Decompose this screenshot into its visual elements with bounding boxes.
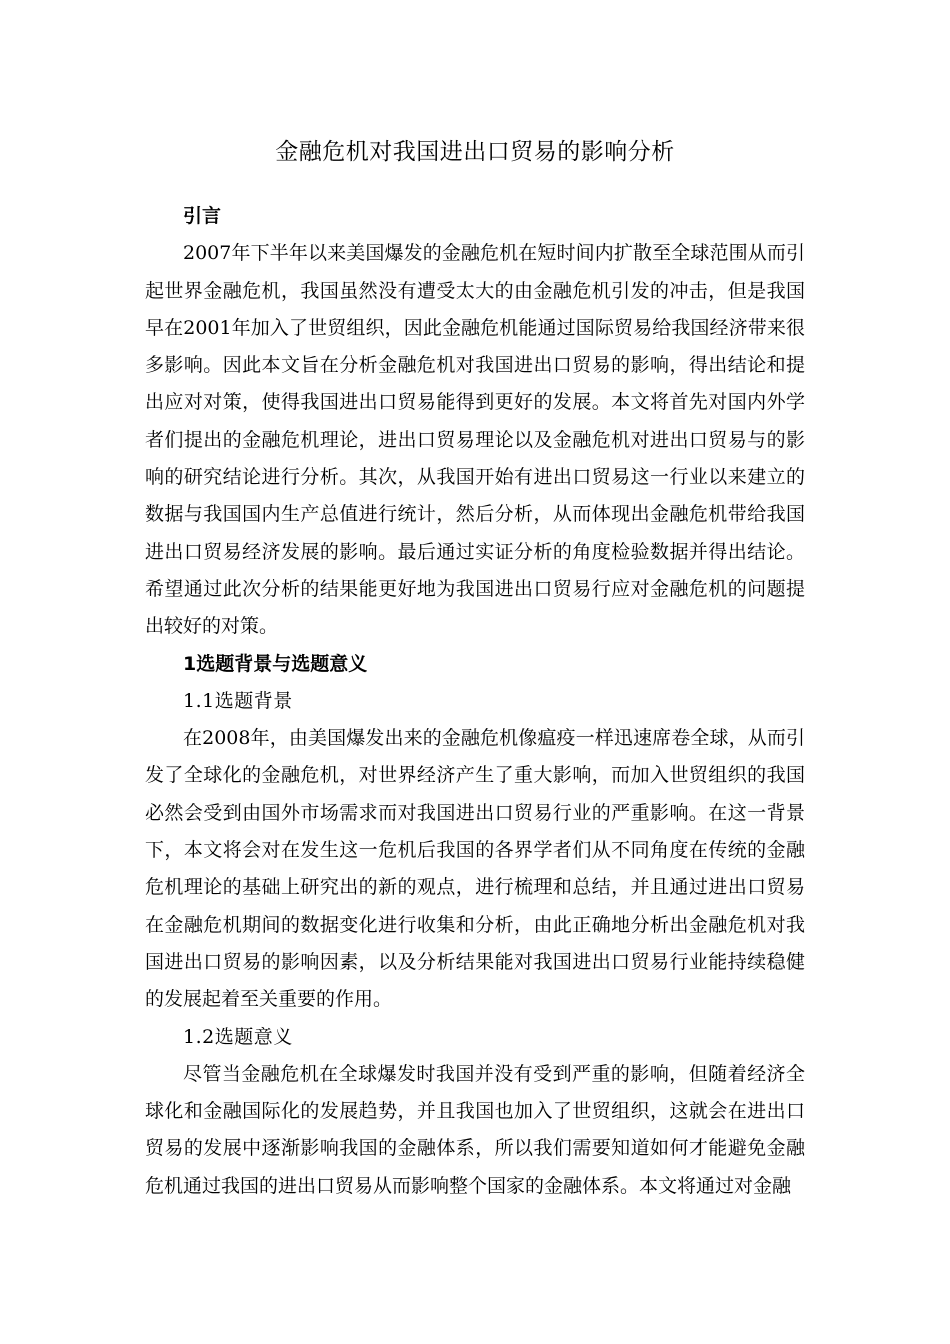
introduction-paragraph: 2007年下半年以来美国爆发的金融危机在短时间内扩散至全球范围从而引起世界金融危机，我国虽然没有遭受太大的由金融危机引发的冲击，但是我国早在2001年加入了世贸组织，因此金融危机能通过国际贸易给我国经济带来很多影响。因此本文旨在分析金融危机对我国进出口贸易的影响，得出结论和提出应对对策，使得我国进出口贸易能得到更好的发展。本文将首先对国内外学者们提出的金融危机理论，进出口贸易理论以及金融危机对进出口贸易与的影响的研究结论进行分析。其次，从我国开始有进出口贸易这一行业以来建立的数据与我国国内生产总值进行统计，然后分析，从而体现出金融危机带给我国进出口贸易经济发展的影响。最后通过实证分析的角度检验数据并得出结论。希望通过此次分析的结果能更好地为我国进出口贸易行应对金融危机的问题提出较好的对策。 <box>145 242 805 638</box>
document-body <box>145 198 805 1205</box>
topic-significance-paragraph: 尽管当金融危机在全球爆发时我国并没有受到严重的影响，但随着经济全球化和金融国际化的发展趋势，并且我国也加入了世贸组织，这就会在进出口贸易的发展中逐渐影响我国的金融体系，所以我们需要知道如何才能避免金融危机通过我国的进出口贸易从而影响整个国家的金融体系。本文将通过对金融 <box>145 1062 805 1197</box>
topic-background-paragraph: 在2008年，由美国爆发出来的金融危机像瘟疫一样迅速席卷全球，从而引发了全球化的金融危机，对世界经济产生了重大影响，而加入世贸组织的我国必然会受到由国外市场需求而对我国进出口贸易行业的严重影响。在这一背景下，本文将会对在发生这一危机后我国的各界学者们从不同角度在传统的金融危机理论的基础上研究出的新的观点，进行梳理和总结，并且通过进出口贸易在金融危机期间的数据变化进行收集和分析，由此正确地分析出金融危机对我国进出口贸易的影响因素，以及分析结果能对我国进出口贸易行业能持续稳健的发展起着至关重要的作用。 <box>145 727 805 1011</box>
section-heading-introduction: 引言 <box>183 205 222 227</box>
subsection-heading-topic-background: 1.1选题背景 <box>183 689 293 712</box>
document-title: 金融危机对我国进出口贸易的影响分析 <box>275 139 675 165</box>
section-heading-topic-background-and-significance: 1选题背景与选题意义 <box>183 652 368 675</box>
subsection-heading-topic-significance: 1.2选题意义 <box>183 1025 293 1048</box>
